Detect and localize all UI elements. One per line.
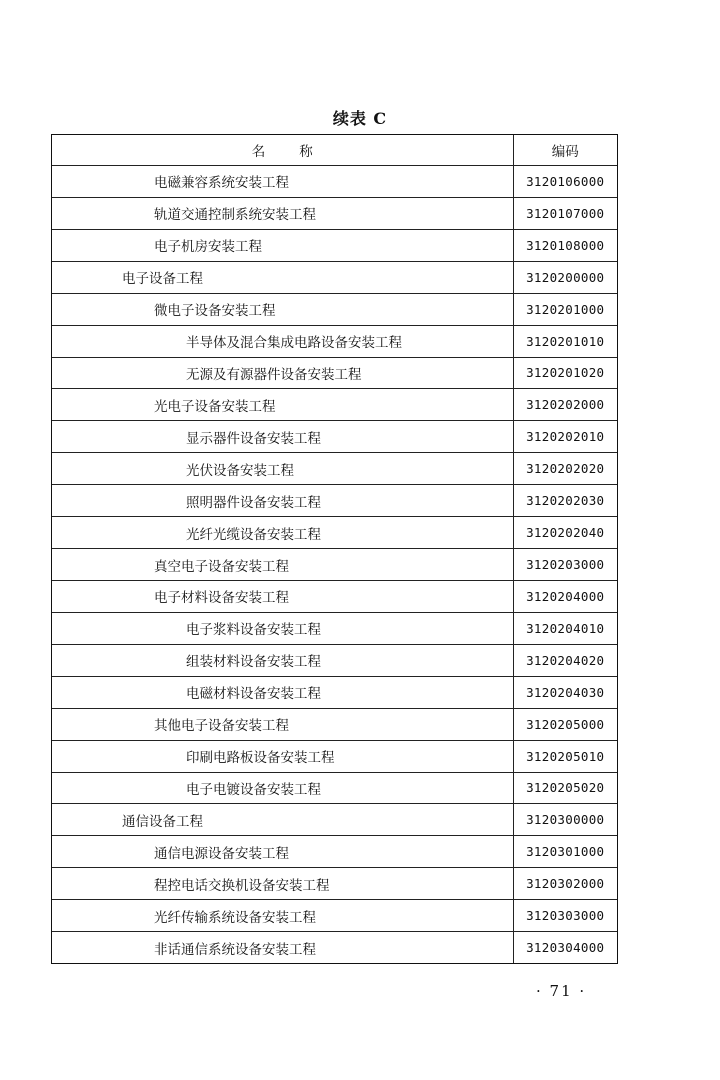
item-name: 印刷电路板设备安装工程 <box>52 740 513 772</box>
item-name: 电子材料设备安装工程 <box>52 580 513 612</box>
item-name: 光纤传输系统设备安装工程 <box>52 900 513 932</box>
item-name: 光电子设备安装工程 <box>52 389 513 421</box>
item-name: 轨道交通控制系统安装工程 <box>52 197 513 229</box>
item-name: 电子设备工程 <box>52 261 513 293</box>
item-name: 电磁兼容系统安装工程 <box>52 166 513 198</box>
item-code: 3120107000 <box>513 197 617 229</box>
table-row <box>52 325 617 357</box>
table-row <box>52 612 617 644</box>
item-name: 真空电子设备安装工程 <box>52 549 513 581</box>
item-code: 3120301000 <box>513 836 617 868</box>
item-code: 3120201010 <box>513 325 617 357</box>
item-code: 3120202030 <box>513 485 617 517</box>
item-code: 3120304000 <box>526 940 605 956</box>
item-name: 电磁材料设备安装工程 <box>52 676 513 708</box>
table-row <box>52 389 617 421</box>
item-code: 3120203000 <box>513 549 617 581</box>
item-code: 3120202010 <box>513 421 617 453</box>
item-code: 3120303000 <box>513 900 617 932</box>
table-row <box>52 580 617 612</box>
table-row <box>52 740 617 772</box>
page-title: 续表 C <box>332 109 388 128</box>
table-row <box>52 549 617 581</box>
item-code: 3120201020 <box>513 357 617 389</box>
item-name: 光伏设备安装工程 <box>52 453 513 485</box>
item-code: 3120205020 <box>513 772 617 804</box>
table-row <box>52 804 617 836</box>
table-row <box>52 517 617 549</box>
table-row <box>52 229 617 261</box>
table-row <box>52 868 617 900</box>
item-code: 3120200000 <box>513 261 617 293</box>
item-code: 3120202000 <box>513 389 617 421</box>
table-row <box>52 421 617 453</box>
item-code: 3120205010 <box>513 740 617 772</box>
column-header-name: 名称 <box>52 135 513 166</box>
item-name: 通信电源设备安装工程 <box>52 836 513 868</box>
item-code: 3120204030 <box>513 676 617 708</box>
item-name: 无源及有源器件设备安装工程 <box>52 357 513 389</box>
item-name: 通信设备工程 <box>52 804 513 836</box>
table-row <box>52 836 617 868</box>
table-row <box>52 166 617 198</box>
item-code: 3120302000 <box>513 868 617 900</box>
item-code: 3120204010 <box>513 612 617 644</box>
table-header-row <box>52 135 617 166</box>
item-name: 微电子设备安装工程 <box>52 293 513 325</box>
item-name: 显示器件设备安装工程 <box>52 421 513 453</box>
table-row <box>52 676 617 708</box>
item-name: 组装材料设备安装工程 <box>52 644 513 676</box>
table-row <box>52 900 617 932</box>
code-table-container <box>51 134 618 964</box>
item-name: 半导体及混合集成电路设备安装工程 <box>52 325 513 357</box>
table-row <box>52 772 617 804</box>
table-row <box>52 708 617 740</box>
item-name: 照明器件设备安装工程 <box>52 485 513 517</box>
item-name: 电子浆料设备安装工程 <box>52 612 513 644</box>
item-code: 3120204020 <box>513 644 617 676</box>
item-code: 3120202040 <box>513 517 617 549</box>
item-code: 3120201000 <box>513 293 617 325</box>
table-row <box>52 261 617 293</box>
table-row <box>52 932 617 963</box>
table-body <box>52 166 617 964</box>
item-code: 3120108000 <box>513 229 617 261</box>
item-name: 程控电话交换机设备安装工程 <box>52 868 513 900</box>
table-row <box>52 197 617 229</box>
item-code: 3120202020 <box>513 453 617 485</box>
code-table <box>52 135 617 963</box>
page-number: · 71 · <box>536 982 587 1000</box>
item-name: 电子机房安装工程 <box>52 229 513 261</box>
table-row <box>52 357 617 389</box>
table-row <box>52 293 617 325</box>
table-row <box>52 644 617 676</box>
item-code: 3120300000 <box>513 804 617 836</box>
item-name: 非话通信系统设备安装工程 <box>52 932 513 963</box>
item-name: 光纤光缆设备安装工程 <box>52 517 513 549</box>
table-row <box>52 485 617 517</box>
item-code: 3120205000 <box>513 708 617 740</box>
item-code: 3120204000 <box>513 580 617 612</box>
column-header-code: 编码 <box>513 135 617 166</box>
item-code: 3120106000 <box>513 166 617 198</box>
item-name: 其他电子设备安装工程 <box>52 708 513 740</box>
table-row <box>52 453 617 485</box>
item-name: 电子电镀设备安装工程 <box>52 772 513 804</box>
